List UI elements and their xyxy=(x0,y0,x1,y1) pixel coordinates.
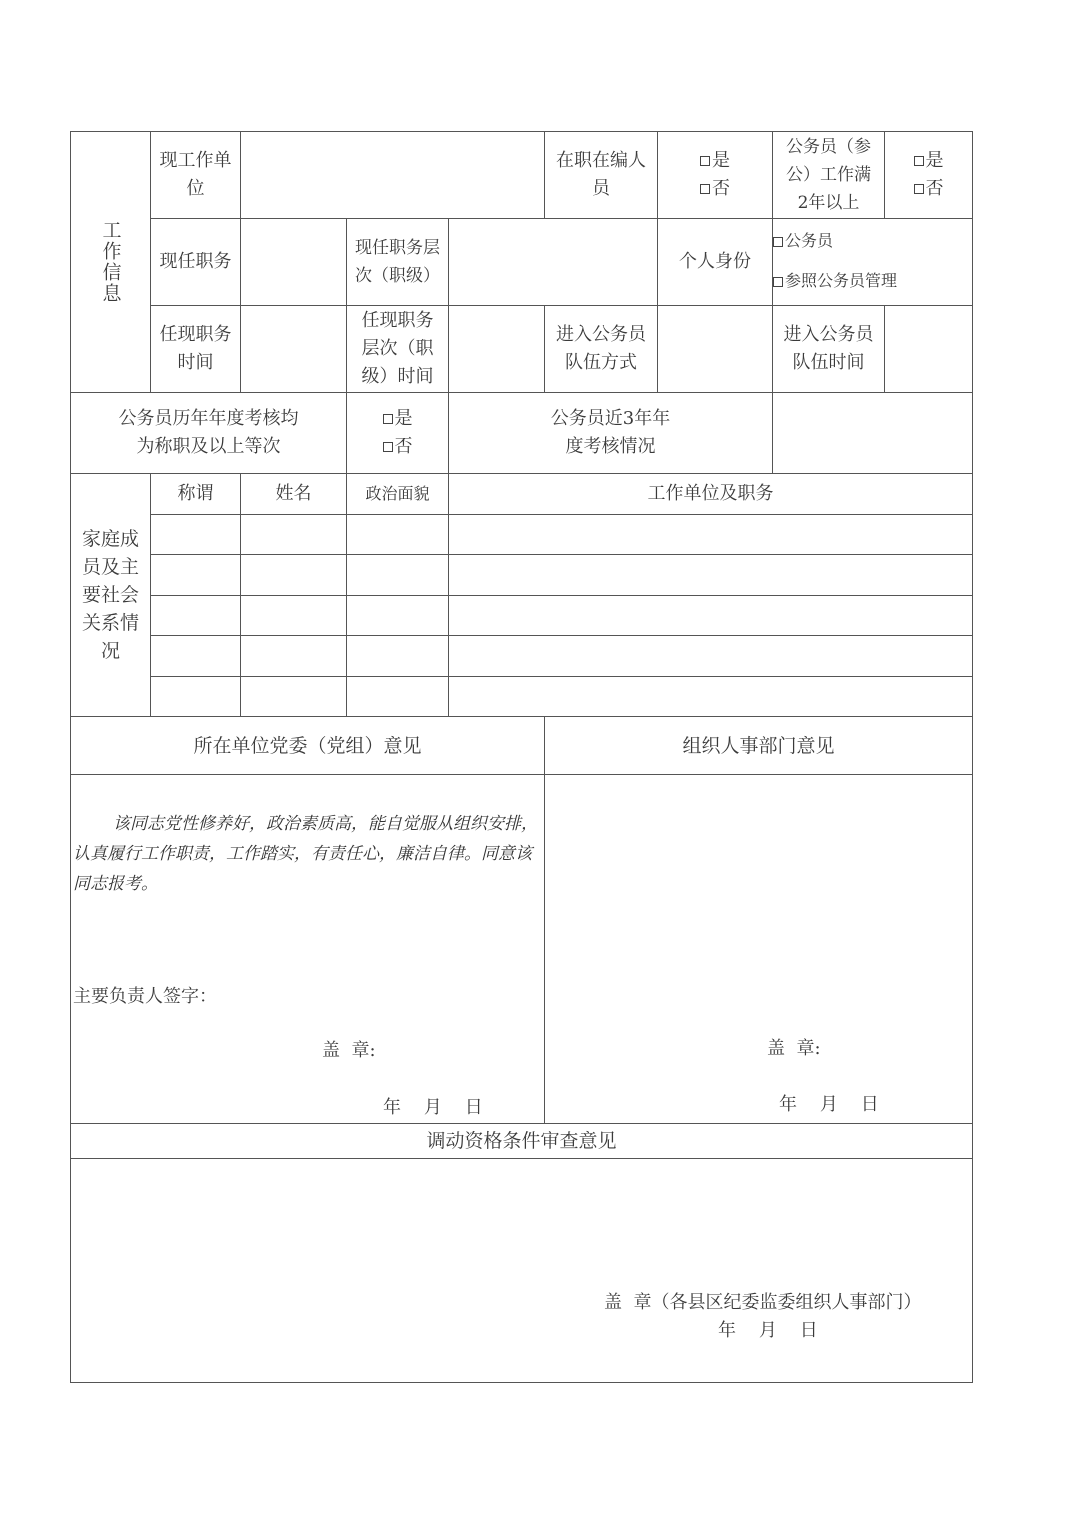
checkbox-icon xyxy=(914,156,924,166)
review-title xyxy=(70,1123,973,1159)
checkbox-cs-two-years-yes[interactable] xyxy=(914,147,944,175)
label-text: 家庭成员及主要社会关系情况 xyxy=(81,528,139,662)
option-text: 是 xyxy=(925,150,944,171)
table-cell[interactable] xyxy=(346,554,449,596)
hr-opinion-box[interactable] xyxy=(544,774,973,1124)
checkbox-identity-civil-servant[interactable] xyxy=(773,221,833,261)
label-text: 任现职务时间 xyxy=(159,324,232,373)
checkbox-identity-reference-managed[interactable] xyxy=(773,261,897,301)
label-text: 进入公务员队伍时间 xyxy=(783,324,874,373)
label-assessment-history xyxy=(70,392,347,474)
title-text: 组织人事部门意见 xyxy=(682,734,835,757)
checkbox-icon xyxy=(383,414,393,424)
table-cell[interactable] xyxy=(346,514,449,555)
hr-opinion-title xyxy=(544,716,973,775)
table-cell[interactable] xyxy=(448,676,973,717)
checkbox-on-staff-no[interactable] xyxy=(700,175,730,203)
signature-label: 主要负责人签字： xyxy=(73,986,217,1007)
hr-seal-label: 盖 章: xyxy=(767,1038,821,1059)
option-text: 否 xyxy=(925,178,944,199)
review-date-label: 年 月 日 xyxy=(718,1320,818,1341)
label-entry-method xyxy=(544,305,658,393)
table-cell[interactable] xyxy=(448,635,973,677)
column-header-political xyxy=(346,473,449,515)
field-entry-method[interactable] xyxy=(657,305,773,393)
label-text: 工作信息 xyxy=(99,220,122,304)
table-cell[interactable] xyxy=(240,554,347,596)
field-entry-time[interactable] xyxy=(884,305,973,393)
label-assessment-recent xyxy=(448,392,773,474)
table-cell[interactable] xyxy=(448,595,973,636)
option-text: 是 xyxy=(712,150,730,171)
header-text: 工作单位及职务 xyxy=(647,483,774,504)
label-position-time xyxy=(150,305,241,393)
field-current-level[interactable] xyxy=(448,218,658,306)
header-text: 政治面貌 xyxy=(365,484,430,503)
title-text: 所在单位党委（党组）意见 xyxy=(193,734,422,757)
table-cell[interactable] xyxy=(346,676,449,717)
field-assessment-recent[interactable] xyxy=(772,392,973,474)
checkbox-icon xyxy=(700,184,710,194)
table-cell[interactable] xyxy=(346,595,449,636)
table-cell[interactable] xyxy=(240,676,347,717)
option-text: 公务员 xyxy=(785,231,834,250)
table-cell[interactable] xyxy=(448,554,973,596)
label-text: 公务员（参公）工作满2年以上 xyxy=(786,137,871,213)
label-text: 公务员近3年年度考核情况 xyxy=(550,408,671,457)
table-cell[interactable] xyxy=(240,595,347,636)
section-label-family xyxy=(70,473,151,717)
checkbox-icon xyxy=(383,442,393,452)
label-level-time xyxy=(346,305,449,393)
options-cs-two-years xyxy=(884,131,973,219)
table-cell[interactable] xyxy=(240,635,347,677)
party-opinion-text: 该同志党性修养好，政治素质高，能自觉服从组织安排，认真履行工作职责，工作踏实，有责任心，廉洁自律。同意该同志报考。 xyxy=(73,814,538,894)
option-text: 参照公务员管理 xyxy=(785,271,898,290)
label-entry-time xyxy=(772,305,885,393)
table-cell[interactable] xyxy=(448,514,973,555)
checkbox-icon xyxy=(773,237,783,247)
label-on-staff xyxy=(544,131,658,219)
column-header-relation xyxy=(150,473,241,515)
options-assessment-history xyxy=(346,392,449,474)
option-text: 否 xyxy=(394,436,413,457)
checkbox-on-staff-yes[interactable] xyxy=(700,147,730,175)
field-position-time[interactable] xyxy=(240,305,347,393)
table-cell[interactable] xyxy=(150,635,241,677)
checkbox-cs-two-years-no[interactable] xyxy=(914,175,944,203)
options-on-staff xyxy=(657,131,773,219)
checkbox-icon xyxy=(700,156,710,166)
party-date-label: 年 月 日 xyxy=(383,1097,483,1118)
review-seal-label: 盖 章（各县区纪委监委组织人事部门） xyxy=(604,1292,922,1313)
field-current-position[interactable] xyxy=(240,218,347,306)
review-opinion-box[interactable] xyxy=(70,1158,973,1383)
column-header-unit-position xyxy=(448,473,973,515)
label-text: 个人身份 xyxy=(679,251,751,272)
table-cell[interactable] xyxy=(150,514,241,555)
label-current-position xyxy=(150,218,241,306)
party-seal-label: 盖 章: xyxy=(322,1040,376,1061)
table-cell[interactable] xyxy=(150,595,241,636)
label-current-unit xyxy=(150,131,241,219)
label-text: 公务员历年年度考核均为称职及以上等次 xyxy=(118,408,299,457)
hr-date-label: 年 月 日 xyxy=(779,1094,879,1115)
table-cell[interactable] xyxy=(150,676,241,717)
label-text: 在职在编人员 xyxy=(556,150,646,199)
field-level-time[interactable] xyxy=(448,305,545,393)
label-identity xyxy=(657,218,773,306)
label-text: 现任职务 xyxy=(159,251,232,272)
header-text: 称谓 xyxy=(177,483,214,504)
option-text: 否 xyxy=(712,178,730,199)
section-label-work-info xyxy=(70,131,151,393)
label-text: 现任职务层次（职级） xyxy=(355,238,440,286)
title-text: 调动资格条件审查意见 xyxy=(426,1130,617,1152)
field-current-unit[interactable] xyxy=(240,131,545,219)
checkbox-icon xyxy=(773,277,783,287)
column-header-name xyxy=(240,473,347,515)
header-text: 姓名 xyxy=(275,483,312,504)
table-cell[interactable] xyxy=(346,635,449,677)
option-text: 是 xyxy=(394,408,413,429)
party-opinion-title xyxy=(70,716,545,775)
label-text: 现工作单位 xyxy=(159,150,232,199)
label-text: 任现职务层次（职级）时间 xyxy=(361,310,434,387)
table-cell[interactable] xyxy=(240,514,347,555)
label-cs-two-years xyxy=(772,131,885,219)
checkbox-icon xyxy=(914,184,924,194)
table-cell[interactable] xyxy=(150,554,241,596)
label-current-level xyxy=(346,218,449,306)
options-identity xyxy=(772,218,973,306)
label-text: 进入公务员队伍方式 xyxy=(556,324,646,373)
checkbox-assessment-no[interactable] xyxy=(383,433,413,461)
checkbox-assessment-yes[interactable] xyxy=(383,405,413,433)
